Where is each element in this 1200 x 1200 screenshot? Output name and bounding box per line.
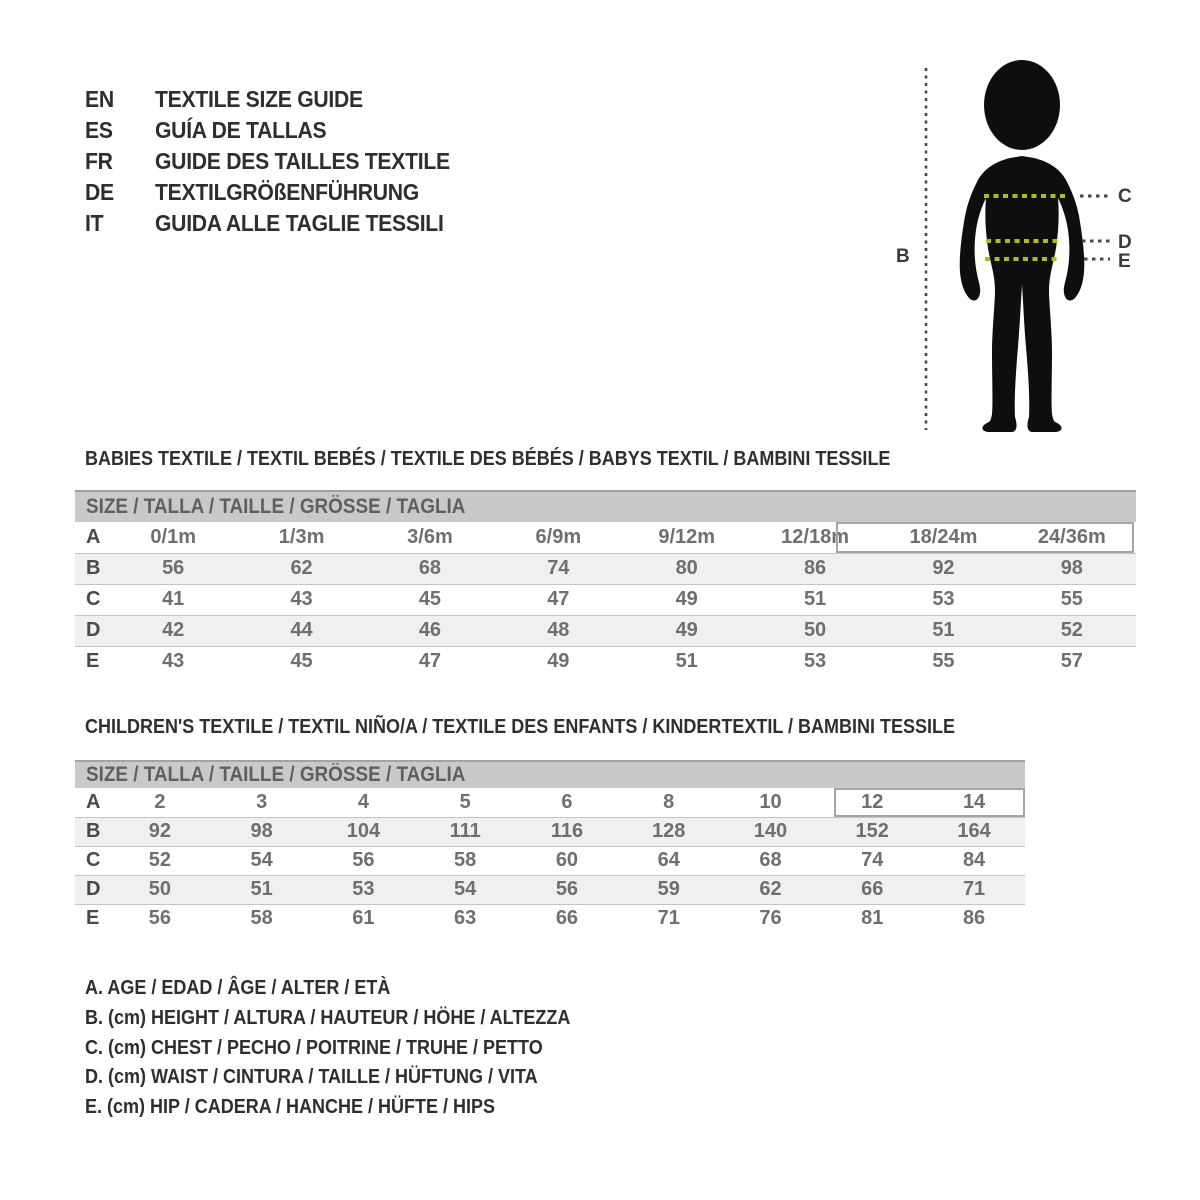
chest-label: C bbox=[1118, 186, 1132, 207]
size-cell: 45 bbox=[290, 650, 313, 673]
size-cell: 53 bbox=[932, 588, 955, 610]
size-cell: 58 bbox=[454, 849, 477, 871]
size-cell: 54 bbox=[454, 878, 477, 900]
size-cell: 111 bbox=[449, 820, 481, 842]
language-row-de bbox=[85, 177, 476, 208]
size-cell: 62 bbox=[759, 878, 782, 900]
size-cell: 2 bbox=[154, 790, 166, 813]
guide-title-de: TEXTILGRÖßENFÜHRUNG bbox=[155, 179, 419, 205]
size-cell: 56 bbox=[555, 878, 579, 900]
size-cell: 56 bbox=[148, 907, 171, 930]
size-cell: 59 bbox=[657, 878, 680, 900]
size-cell: 6/9m bbox=[535, 525, 582, 548]
size-cell: 74 bbox=[547, 557, 570, 579]
row-label: E bbox=[86, 650, 100, 673]
table-row bbox=[75, 615, 1136, 646]
size-cell: 74 bbox=[861, 849, 884, 871]
size-cell: 5 bbox=[459, 790, 471, 813]
size-cell: 12/18m bbox=[781, 525, 849, 548]
measurement-legend bbox=[85, 977, 624, 1126]
children-size-table bbox=[75, 760, 1025, 933]
table-row bbox=[75, 788, 1025, 817]
size-cell: 50 bbox=[803, 619, 827, 641]
size-cell: 66 bbox=[555, 907, 579, 930]
size-cell: 55 bbox=[932, 650, 955, 673]
size-cell: 164 bbox=[957, 820, 991, 842]
language-title-list bbox=[85, 84, 476, 239]
size-cell: 49 bbox=[675, 619, 698, 641]
size-cell: 98 bbox=[1060, 557, 1083, 579]
size-cell: 152 bbox=[855, 820, 889, 842]
row-label: A bbox=[86, 790, 101, 813]
language-row-es bbox=[85, 115, 476, 146]
table-row bbox=[75, 904, 1025, 933]
size-cell: 47 bbox=[547, 588, 570, 610]
children-table bbox=[75, 788, 1025, 933]
size-cell: 53 bbox=[803, 650, 827, 673]
size-cell: 9/12m bbox=[658, 525, 716, 548]
size-cell: 51 bbox=[803, 588, 827, 610]
size-cell: 44 bbox=[290, 619, 313, 641]
size-cell: 92 bbox=[148, 820, 171, 842]
size-cell: 140 bbox=[753, 820, 788, 842]
size-cell: 128 bbox=[652, 820, 686, 842]
legend-age: A. AGE / EDAD / ÂGE / ALTER / ETÀ bbox=[85, 977, 391, 999]
size-cell: 43 bbox=[162, 650, 185, 673]
size-cell: 41 bbox=[162, 588, 185, 610]
babies-table bbox=[75, 522, 1136, 677]
size-cell: 81 bbox=[861, 907, 884, 930]
size-cell: 3/6m bbox=[407, 525, 453, 548]
row-label: C bbox=[86, 588, 101, 610]
size-cell: 68 bbox=[759, 849, 782, 871]
table-row bbox=[75, 522, 1136, 553]
size-cell: 52 bbox=[1060, 619, 1083, 641]
size-cell: 57 bbox=[1060, 650, 1083, 673]
row-label: D bbox=[86, 878, 101, 900]
size-cell: 56 bbox=[352, 849, 375, 871]
language-code: IT bbox=[85, 210, 104, 236]
row-label: B bbox=[86, 557, 101, 579]
babies-section-title: BABIES TEXTILE / TEXTIL BEBÉS / TEXTILE DES BÉBÉS / BABYS TEXTIL / BAMBINI TESSILE bbox=[85, 448, 891, 470]
language-code: ES bbox=[85, 117, 113, 143]
language-code: DE bbox=[85, 179, 114, 205]
size-cell: 66 bbox=[861, 878, 884, 900]
legend-hip: E. (cm) HIP / CADERA / HANCHE / HÜFTE / HIPS bbox=[85, 1096, 496, 1119]
size-cell: 52 bbox=[148, 849, 171, 871]
row-label: E bbox=[86, 907, 100, 930]
size-cell: 98 bbox=[250, 820, 273, 842]
babies-size-table bbox=[75, 490, 1136, 677]
size-cell: 1/3m bbox=[278, 525, 325, 548]
size-cell: 18/24m bbox=[909, 525, 978, 548]
size-cell: 54 bbox=[250, 849, 273, 871]
size-cell: 8 bbox=[663, 790, 675, 813]
legend-waist: D. (cm) WAIST / CINTURA / TAILLE / HÜFTUNG / VITA bbox=[85, 1066, 538, 1089]
size-cell: 12 bbox=[861, 790, 884, 813]
children-size-header: SIZE / TALLA / TAILLE / GRÖSSE / TAGLIA bbox=[86, 763, 466, 786]
size-cell: 0/1m bbox=[150, 525, 196, 548]
size-cell: 51 bbox=[675, 650, 698, 673]
size-cell: 64 bbox=[657, 849, 680, 871]
size-cell: 10 bbox=[759, 790, 782, 813]
table-row bbox=[75, 875, 1025, 904]
size-cell: 47 bbox=[418, 650, 442, 673]
size-cell: 84 bbox=[962, 849, 986, 871]
size-cell: 49 bbox=[547, 650, 570, 673]
size-cell: 68 bbox=[418, 557, 442, 579]
size-cell: 60 bbox=[555, 849, 579, 871]
size-cell: 71 bbox=[962, 878, 986, 900]
size-cell: 63 bbox=[454, 907, 477, 930]
size-cell: 61 bbox=[352, 907, 375, 930]
row-label: D bbox=[86, 619, 101, 641]
row-label: A bbox=[86, 525, 101, 548]
size-cell: 4 bbox=[357, 790, 369, 813]
size-cell: 71 bbox=[657, 907, 680, 930]
legend-height: B. (cm) HEIGHT / ALTURA / HAUTEUR / HÖHE / ALTEZZA bbox=[85, 1006, 571, 1029]
size-cell: 86 bbox=[803, 557, 827, 579]
legend-chest: C. (cm) CHEST / PECHO / POITRINE / TRUHE / PETTO bbox=[85, 1036, 543, 1059]
size-cell: 86 bbox=[962, 907, 986, 930]
guide-title-fr: GUIDE DES TAILLES TEXTILE bbox=[155, 148, 450, 174]
size-cell: 80 bbox=[675, 557, 698, 579]
table-row bbox=[75, 646, 1136, 677]
size-cell: 62 bbox=[290, 557, 313, 579]
size-cell: 3 bbox=[256, 790, 268, 813]
hip-label: E bbox=[1118, 251, 1131, 272]
size-cell: 24/36m bbox=[1037, 525, 1106, 548]
size-cell: 116 bbox=[550, 820, 584, 842]
babies-size-header: SIZE / TALLA / TAILLE / GRÖSSE / TAGLIA bbox=[86, 495, 466, 518]
size-cell: 43 bbox=[290, 588, 313, 610]
child-silhouette bbox=[960, 60, 1085, 432]
size-cell: 49 bbox=[675, 588, 698, 610]
row-label: C bbox=[86, 849, 101, 871]
row-label: B bbox=[86, 820, 101, 842]
size-cell: 55 bbox=[1060, 588, 1083, 610]
size-cell: 92 bbox=[932, 557, 955, 579]
size-cell: 104 bbox=[346, 820, 381, 842]
size-cell: 6 bbox=[561, 790, 573, 813]
size-cell: 53 bbox=[352, 878, 375, 900]
size-cell: 42 bbox=[162, 619, 185, 641]
language-code: FR bbox=[85, 148, 113, 174]
language-row-fr bbox=[85, 146, 476, 177]
size-cell: 45 bbox=[418, 588, 442, 610]
size-cell: 14 bbox=[962, 790, 986, 813]
guide-title-it: GUIDA ALLE TAGLIE TESSILI bbox=[155, 210, 444, 236]
guide-title-es: GUÍA DE TALLAS bbox=[155, 117, 327, 143]
size-cell: 48 bbox=[547, 619, 570, 641]
table-row bbox=[75, 846, 1025, 875]
size-cell: 58 bbox=[250, 907, 273, 930]
table-row bbox=[75, 584, 1136, 615]
table-row bbox=[75, 553, 1136, 584]
language-row-en bbox=[85, 84, 476, 115]
children-section-title: CHILDREN'S TEXTILE / TEXTIL NIÑO/A / TEXTILE DES ENFANTS / KINDERTEXTIL / BAMBINI TESSILE bbox=[85, 716, 956, 738]
size-cell: 50 bbox=[148, 878, 171, 900]
size-cell: 76 bbox=[759, 907, 782, 930]
guide-title-en: TEXTILE SIZE GUIDE bbox=[155, 86, 363, 112]
height-label: B bbox=[896, 246, 910, 267]
table-row bbox=[75, 817, 1025, 846]
waist-label: D bbox=[1118, 232, 1132, 253]
size-cell: 51 bbox=[932, 619, 955, 641]
language-row-it bbox=[85, 208, 476, 239]
size-cell: 56 bbox=[162, 557, 185, 579]
size-cell: 46 bbox=[418, 619, 442, 641]
size-cell: 51 bbox=[250, 878, 273, 900]
language-code: EN bbox=[85, 86, 114, 112]
